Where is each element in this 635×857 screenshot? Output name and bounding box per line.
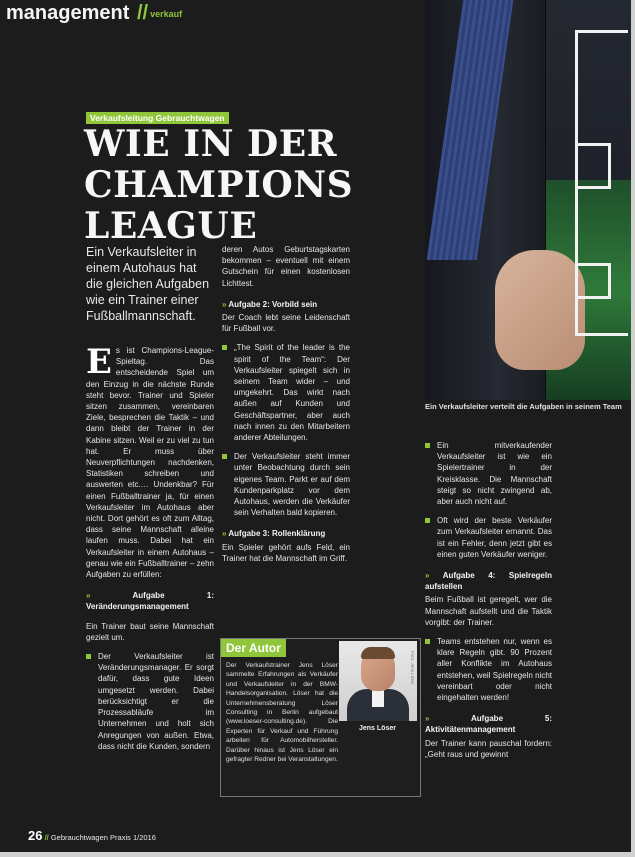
paragraph: Beim Fußball ist geregelt, wer die Mannschaft aufstellt und die Taktik vorgibt: der Trainer. xyxy=(425,595,552,627)
bullet-item: Teams entstehen nur, wenn es klare Regeln gibt. 90 Prozent aller Konflikte im Autohaus entstehen, weil Spielregeln nicht vereinbart oder nicht eingehalten werden! xyxy=(425,636,552,703)
arrow-icon: » xyxy=(222,299,227,309)
arrow-icon: » xyxy=(425,571,430,581)
footer-slashes: // xyxy=(44,833,49,842)
arrow-icon: » xyxy=(86,591,91,601)
article-photo xyxy=(425,0,635,400)
drop-cap: E xyxy=(86,342,112,382)
portrait-collar xyxy=(372,689,384,707)
portrait-hair xyxy=(361,647,395,659)
author-name: Jens Löser xyxy=(359,725,396,732)
paragraph: Ein Trainer baut seine Mannschaft gezielt um. xyxy=(86,621,214,642)
article-title xyxy=(84,124,429,247)
photo-hand xyxy=(495,250,585,370)
subheading: » Aufgabe 1: Veränderungsmanagement xyxy=(86,591,214,612)
photo-credit: Foto: Jens Löser xyxy=(410,651,415,685)
author-portrait xyxy=(339,641,417,721)
subheading: » Aufgabe 4: Spielregeln aufstellen xyxy=(425,571,552,592)
author-box-label: Der Autor xyxy=(221,639,286,657)
page-edge xyxy=(631,0,635,857)
paragraph: Der Coach lebt seine Leidenschaft für Fußball vor. xyxy=(222,313,350,334)
paragraph: deren Autos Geburtstagskarten bekommen – eventuell mit einem Gutschein für einen kostenlosen Lichttest. xyxy=(222,245,350,288)
subsection-name: verkauf xyxy=(150,9,183,19)
bullet-item: Der Verkaufsleiter steht immer unter Beobachtung durch sein eigenes Team. Parkt er auf dem Kundenparkplatz vor dem Autohaus, werden die Verkäufer sein Verhalten bald kopieren. xyxy=(222,451,350,518)
article-kicker: Verkaufsleitung Gebrauchtwagen xyxy=(86,112,229,124)
bullet-list xyxy=(222,342,350,518)
page-footer xyxy=(28,828,156,843)
publication-name: Gebrauchtwagen Praxis 1/2016 xyxy=(50,833,156,842)
page-edge xyxy=(0,852,635,857)
article-intro: Ein Verkaufsleiter in einem Autohaus hat die gleichen Aufgaben wie ein Trainer einer Fußballmannschaft. xyxy=(86,245,210,323)
text-column-1 xyxy=(86,342,214,760)
arrow-icon: » xyxy=(222,529,227,539)
bullet-list xyxy=(425,636,552,703)
subheading: » Aufgabe 3: Rollenklärung xyxy=(222,529,326,539)
paragraph: Ein Spieler gehört aufs Feld, ein Trainer hat die Mannschaft im Griff. xyxy=(222,542,350,563)
bullet-item: „The Spirit of the leader is the spirit of the Team“: Der Verkaufsleiter spiegelt sich in seinem Team wider – und umgekehrt. Das wirkt nach außen auf Kunden und Geschäftspartner, aber auch nach innen zu den Mitarbeitern anderer Abteilungen. xyxy=(222,342,350,443)
title-line: CHAMPIONS LEAGUE xyxy=(84,164,354,247)
bullet-item: Oft wird der beste Verkäufer zum Verkaufsleiter ernannt. Das ist ein Fehler, denn jetzt gibt es einen guten Verkäufer weniger. xyxy=(425,515,552,560)
bullet-item: Ein mitverkaufender Verkaufsleiter ist wie ein Spielertrainer in der Kreisklasse. Die Mannschaft steigt so nicht zwingend ab, aber auch nicht auf. xyxy=(425,440,552,507)
text-column-2 xyxy=(222,244,350,572)
tactic-marker xyxy=(575,143,611,189)
section-slashes: // xyxy=(136,2,149,24)
bullet-list xyxy=(425,440,552,560)
section-name: management xyxy=(6,2,130,24)
tactic-marker xyxy=(575,263,611,299)
photo-caption: Ein Verkaufsleiter verteilt die Aufgaben in seinem Team xyxy=(425,402,622,411)
title-line: WIE IN DER xyxy=(84,123,338,165)
page-number: 26 xyxy=(28,828,43,843)
subheading: » Aufgabe 2: Vorbild sein xyxy=(222,299,318,309)
author-bio: Der Verkaufstrainer Jens Löser sammelte Erfahrungen als Verkäufer und Verkaufsleiter in der BMW-Handelsorganisation. Löser hat die Unternehmensberatung Löser Consulting in Berlin aufgebaut (www.loeser-consulting.de). Die Experten für Verkauf und Führung arbeiten für Automobilhersteller. Darüber hinaus ist Jens Löser ein gefragter Redner bei Veranstaltungen. xyxy=(226,662,338,764)
subheading: » Aufgabe 5: Aktivitätenmanagement xyxy=(425,714,552,735)
photo-tactic-board xyxy=(575,30,628,336)
paragraph: Der Trainer kann pauschal fordern: „Geht raus und gewinnt xyxy=(425,738,552,759)
author-box xyxy=(220,638,421,797)
bullet-item: Der Verkaufsleiter ist Veränderungsmanager. Er sorgt dafür, dass gute Ideen umgesetzt werden. Dabei berücksichtigt er die Prozessabläufe im Unternehmen und holt sich Anregungen von außen. Etwa, dass nicht die Kunden, sondern xyxy=(86,651,214,752)
paragraph: Es ist Champions-League-Spieltag. Das entscheidende Spiel um den Einzug in die nächste Runde steht bevor. Trainer und Spieler sitzen zusammen, vereinbaren Ziele, besprechen die Taktik – und dann bleibt der Trainer in der Kabine sitzen. Weil er zu viel zu tun hat. Er muss über Neuverpflichtungen nachdenken, Statistiken schreiben und auswerten etc.… Undenkbar? Für einen Fußballtrainer ja, für einen Verkaufsleiter im Autohaus aber nicht. Dort gehört es oft zum Alltag, dass seine Mannschaft alleine laufen muss. Dabei hat ein Verkaufsleiter in einem Autohaus – genau wie ein Fußballtrainer – zehn Aufgaben zu erfüllen: xyxy=(86,342,214,580)
arrow-icon: » xyxy=(425,714,430,724)
text-column-3 xyxy=(425,440,552,768)
section-header xyxy=(6,2,182,25)
bullet-list xyxy=(86,651,214,752)
